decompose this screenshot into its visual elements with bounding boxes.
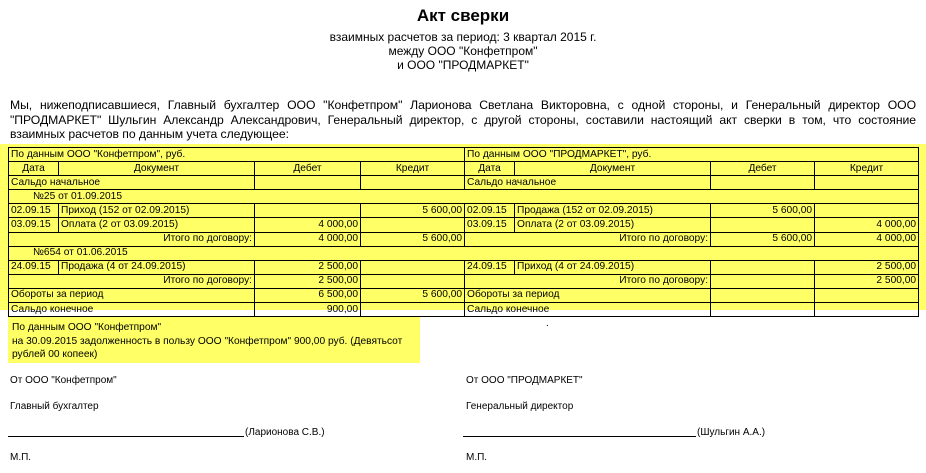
total-debit: 4 000,00 [255, 232, 361, 246]
turnover-label: Обороты за период [465, 288, 711, 302]
credit-cell [361, 218, 465, 232]
debit-cell: 2 500,00 [255, 260, 361, 274]
table-row [9, 204, 919, 218]
opening-label: Сальдо начальное [465, 176, 711, 190]
right-stamp: М.П. [466, 452, 488, 463]
closing-label: Сальдо конечное [9, 303, 255, 317]
date-cell: 03.09.15 [9, 218, 59, 232]
credit-cell: 5 600,00 [361, 204, 465, 218]
col-document: Документ [59, 162, 255, 176]
closing-label: Сальдо конечное [465, 303, 711, 317]
total-label: Итого по договору: [465, 274, 711, 288]
summary-debt: на 30.09.2015 задолженность в пользу ООО "Конфетпром" 900,00 руб. (Девятьсот рублей 00 копеек) [12, 335, 403, 360]
debit-cell: 4 000,00 [255, 218, 361, 232]
column-header-row [9, 162, 919, 176]
debt-summary [8, 317, 420, 363]
left-stamp: М.П. [10, 452, 32, 463]
col-credit: Кредит [815, 162, 919, 176]
stray-dot: . [546, 318, 549, 329]
document-cell: Приход (152 от 02.09.2015) [59, 204, 255, 218]
credit-cell: 4 000,00 [815, 218, 919, 232]
col-credit: Кредит [361, 162, 465, 176]
contract-row [9, 190, 919, 204]
table-row [9, 260, 919, 274]
contract-total-row [9, 232, 919, 246]
credit-cell: 2 500,00 [815, 260, 919, 274]
total-debit: 2 500,00 [255, 274, 361, 288]
total-credit: 5 600,00 [361, 232, 465, 246]
date-cell: 03.09.15 [465, 218, 515, 232]
summary-source: По данным ООО "Конфетпром" [12, 322, 162, 333]
total-debit: 5 600,00 [711, 232, 815, 246]
date-cell: 02.09.15 [465, 204, 515, 218]
contract-label: №654 от 01.06.2015 [9, 246, 919, 260]
closing-debit: 900,00 [255, 303, 361, 317]
table-title-row [9, 148, 919, 162]
opening-balance-row [9, 176, 919, 190]
debit-cell: 5 600,00 [711, 204, 815, 218]
right-party-title: По данным ООО "ПРОДМАРКЕТ", руб. [465, 148, 919, 162]
total-label: Итого по договору: [9, 232, 255, 246]
party-line-2: и ООО "ПРОДМАРКЕТ" [397, 58, 529, 72]
contract-label: №25 от 01.09.2015 [9, 190, 919, 204]
total-credit: 4 000,00 [815, 232, 919, 246]
contract-row [9, 246, 919, 260]
debit-cell [255, 204, 361, 218]
col-date: Дата [9, 162, 59, 176]
closing-debit [711, 303, 815, 317]
closing-credit [815, 303, 919, 317]
date-cell: 24.09.15 [9, 260, 59, 274]
credit-cell [361, 260, 465, 274]
intro-paragraph: Мы, нижеподписавшиеся, Главный бухгалтер ООО "Конфетпром" Ларионова Светлана Викторовна, с одной стороны, и Генеральный директор ООО "ПРОДМАРКЕТ" Шульгин Александр Александрович, Генеральный директор, с другой стороны, составили настоящий акт сверки в том, что состояние взаимных расчетов по данным учета следующее: [10, 98, 916, 142]
turnover-credit: 5 600,00 [361, 288, 465, 302]
turnover-label: Обороты за период [9, 288, 255, 302]
total-credit [361, 274, 465, 288]
left-signer-name: (Ларионова С.В.) [245, 427, 325, 438]
total-label: Итого по договору: [465, 232, 711, 246]
col-debit: Дебет [255, 162, 361, 176]
document-title: Акт сверки [416, 6, 510, 25]
closing-credit [361, 303, 465, 317]
col-document: Документ [515, 162, 711, 176]
contract-total-row [9, 274, 919, 288]
left-position: Главный бухгалтер [10, 401, 99, 412]
document-cell: Продажа (4 от 24.09.2015) [59, 260, 255, 274]
debit-cell [711, 218, 815, 232]
turnover-debit: 6 500,00 [255, 288, 361, 302]
date-cell: 24.09.15 [465, 260, 515, 274]
left-org: От ООО "Конфетпром" [10, 375, 117, 386]
turnover-debit [711, 288, 815, 302]
reconciliation-table [8, 147, 919, 317]
turnover-credit [815, 288, 919, 302]
document-cell: Приход (4 от 24.09.2015) [515, 260, 711, 274]
col-date: Дата [465, 162, 515, 176]
turnover-row [9, 288, 919, 302]
right-position: Генеральный директор [466, 401, 574, 412]
opening-label: Сальдо начальное [9, 176, 255, 190]
left-signature-line [8, 436, 244, 437]
total-credit: 2 500,00 [815, 274, 919, 288]
right-signature-line [463, 436, 696, 437]
total-debit [711, 274, 815, 288]
left-party-title: По данным ООО "Конфетпром", руб. [9, 148, 465, 162]
right-signer-name: (Шульгин А.А.) [697, 427, 766, 438]
party-line-1: между ООО "Конфетпром" [388, 44, 538, 58]
table-row [9, 218, 919, 232]
right-org: От ООО "ПРОДМАРКЕТ" [466, 375, 583, 386]
col-debit: Дебет [711, 162, 815, 176]
closing-balance-row [9, 303, 919, 317]
debit-cell [711, 260, 815, 274]
document-cell: Оплата (2 от 03.09.2015) [515, 218, 711, 232]
total-label: Итого по договору: [9, 274, 255, 288]
period-line: взаимных расчетов за период: 3 квартал 2015 г. [329, 30, 597, 44]
credit-cell [815, 204, 919, 218]
document-cell: Оплата (2 от 03.09.2015) [59, 218, 255, 232]
date-cell: 02.09.15 [9, 204, 59, 218]
document-cell: Продажа (152 от 02.09.2015) [515, 204, 711, 218]
